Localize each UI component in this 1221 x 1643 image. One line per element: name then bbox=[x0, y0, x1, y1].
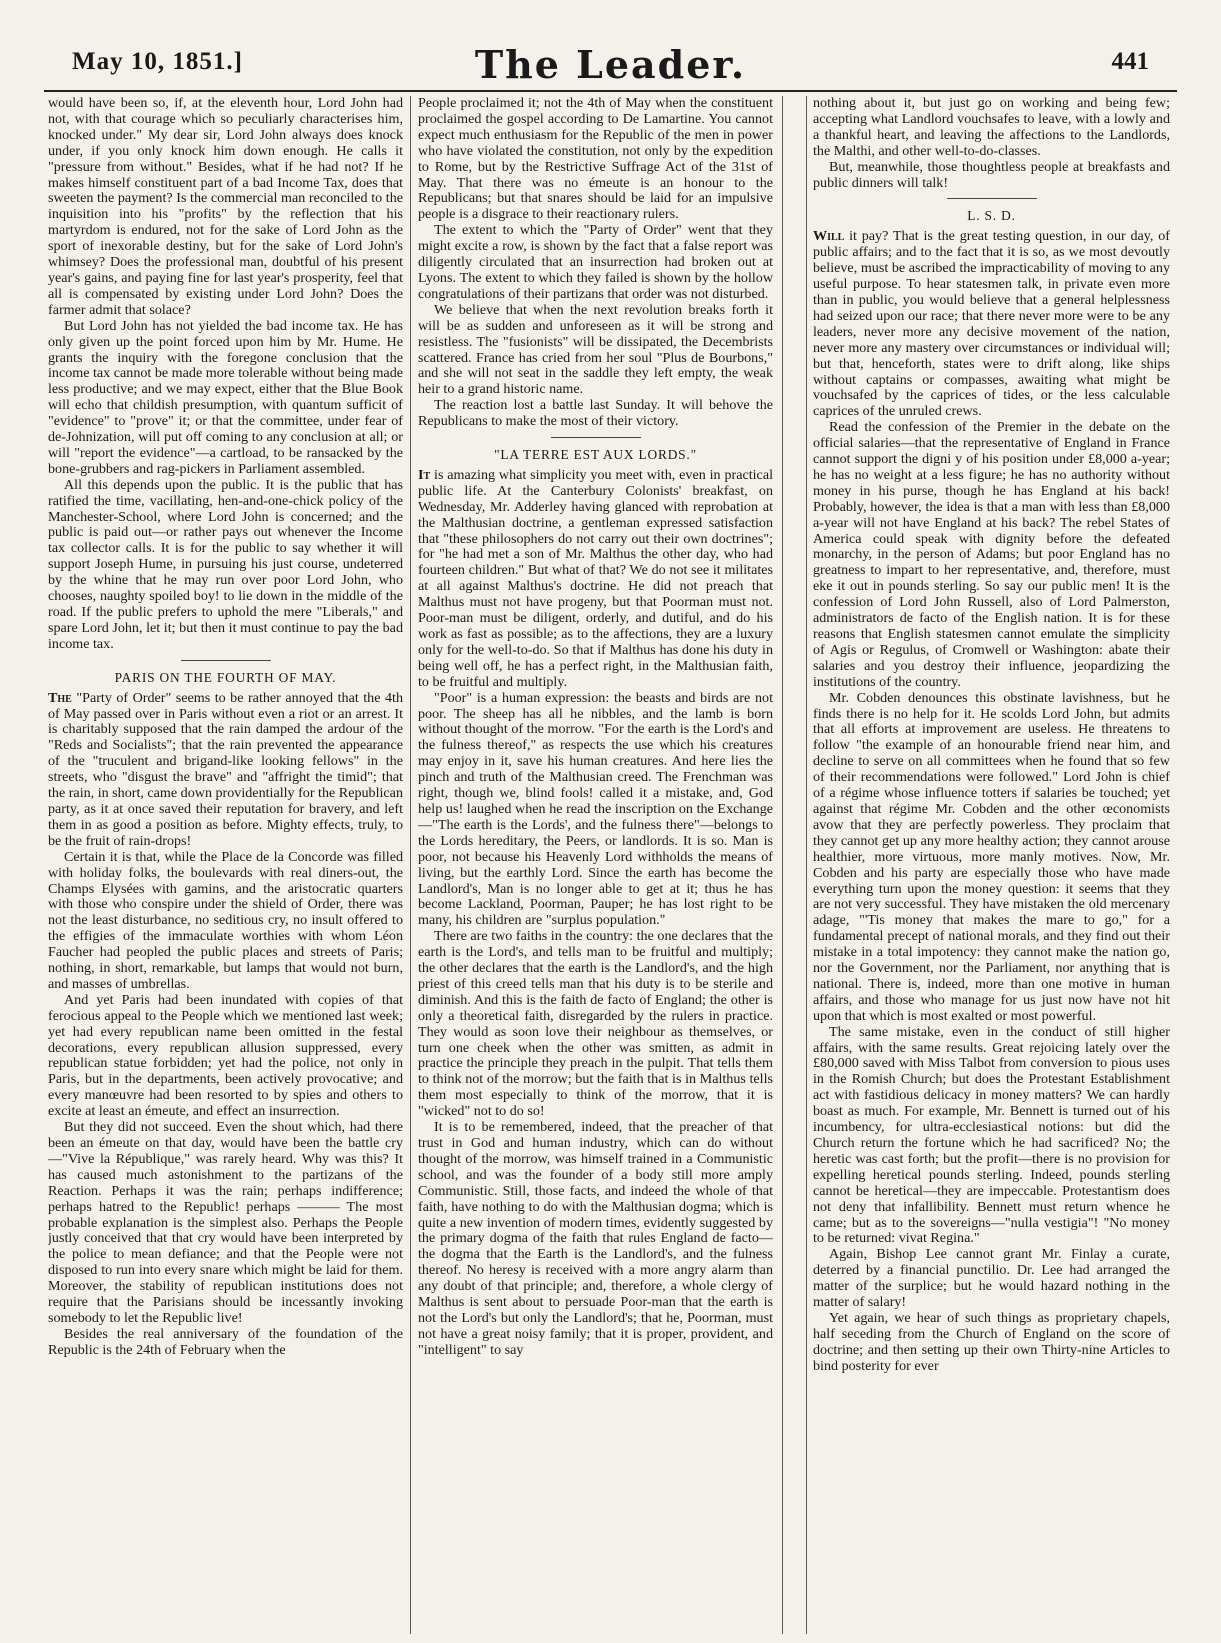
paragraph: It is to be remembered, indeed, that the preacher of that trust in God and human industry, which can do without thought of the morrow, was himself trained in a Communistic school, and was the founder of a body still more amply Communistic. Still, those facts, and indeed the whole of that faith, have nothing to do with the Malthusian dogma; which is quite a new invention of modern times, evidently suggested by the primary dogma of the faith that rules England de facto—the dogma that the Earth is the Landlord's, and the fulness thereof. No heresy is received with a more angry alarm than any doubt of that principle; and, therefore, a whole clergy of Malthus is sent about to persuade Poor-man that the earth is not the Lord's but only the Landlord's; that he, Poorman, must not have a great noisy family; that it is proper, provident, and "intelligent" to say bbox=[418, 1119, 773, 1358]
paragraph: But they did not succeed. Even the shout which, had there been an émeute on that day, would have been the battle cry—"Vive la République," was rarely heard. Why was this? It has caused much astonishment to the partizans of the Reaction. Perhaps it was the rain; perhaps indifference; perhaps hatred to the Republic! perhaps ——— The most probable explanation is the simplest also. Perhaps the People justly conceived that that cry would have been interpreted by the police to mean defiance; and that the People were not disposed to run into every snare which might be laid for them. Moreover, the stability of republican institutions does not require that the Parisians should be incessantly invoking somebody to let the Republic live! bbox=[48, 1119, 403, 1326]
paragraph: And yet Paris had been inundated with copies of that ferocious appeal to the People which we mentioned last week; yet had every republican name been omitted in the festal decorations, every republican allusion suppressed, every republican statue forbidden; yet had the police, not only in Paris, but in the departments, been actively provocative; and every manœuvre had been resorted to by spies and others to excite at least an émeute, and effect an insurrection. bbox=[48, 991, 403, 1120]
column-rule bbox=[782, 96, 783, 1634]
lead-paragraph bbox=[813, 229, 1170, 420]
article-separator bbox=[181, 660, 271, 661]
paragraph: The reaction lost a battle last Sunday. It will behove the Republicans to make the most of their victory. bbox=[418, 397, 773, 430]
column-2 bbox=[418, 96, 773, 1634]
paragraph: But, meanwhile, those thoughtless people at breakfasts and public dinners will talk! bbox=[813, 158, 1170, 191]
lead-paragraph bbox=[48, 691, 403, 850]
lead-word: The bbox=[48, 689, 72, 706]
paragraph: nothing about it, but just go on working and being few; accepting what Landlord vouchsafes to leave, with a lowly and a thankful heart, and leaving the affections to the Landlords, the Malthi, and other well-to-do-classes. bbox=[813, 96, 1170, 159]
paragraph: People proclaimed it; not the 4th of May when the constituent proclaimed the gospel according to De Lamartine. You cannot expect much enthusiasm for the Republic of the men in power who have violated the constitution, not only by the expedition to Rome, but by the Restrictive Suffrage Act of the 31st of May. That there was no émeute is an honour to the Republicans; but that snares should be laid for an impulsive people is a disgrace to their reactionary rulers. bbox=[418, 96, 773, 223]
column-rule bbox=[410, 96, 411, 1634]
masthead bbox=[44, 42, 1177, 92]
lead-word: Will bbox=[813, 228, 845, 245]
article-separator bbox=[947, 198, 1037, 199]
paragraph: The extent to which the "Party of Order" went that they might excite a row, is shown by the fact that a false report was diligently circulated that an insurrection had broken out at Lyons. The extent to which they failed is shown by the hollow congratulations of their partizans that order was not disturbed. bbox=[418, 222, 773, 302]
paragraph: All this depends upon the public. It is the public that has ratified the time, vacillating, hen-and-one-chick policy of the Manchester-School, where Lord John is concerned; and the public is paid out—or rather pays out whenever the Income tax collector calls. It is for the public to say whether it will support Joseph Hume, in pursuing his just course, undeterred by the whine that he may run over poor Lord John, who chooses, naughty spoiled boy! to lie down in the middle of the road. If the public prefers to uphold the mere "Liberals," and spare Lord John, let it; but then it must continue to pay the bad income tax. bbox=[48, 476, 403, 652]
lead-word: It bbox=[418, 466, 431, 483]
article-heading: "LA TERRE EST AUX LORDS." bbox=[494, 447, 697, 463]
paragraph: Read the confession of the Premier in the debate on the official salaries—that the representative of England in France cannot support the digni y of his position under £8,000 a-year; he has no weight at a less figure; he has no authority without money in his purse, though he has England at his back! Probably, however, the idea is that a man with less than £8,000 a-year will not have England at his back? The rebel States of America could speak with dignity before the defeated monarchy, in the person of Adams; but poor England has no greatness to impart to her representative, and, therefore, must eke it out in pounds sterling. So say our public men! It is the confession of Lord John Russell, also of Lord Palmerston, administrators de facto of the English nation. It is for these reasons that English statesmen cannot emulate the simplicity of Agis or Regulus, of Cromwell or Washington: abate their salaries and you destroy their influence, jeopardizing the institutions of the country. bbox=[813, 419, 1170, 690]
paragraph: Mr. Cobden denounces this obstinate lavishness, but he finds there is no help for it. He scolds Lord John, but admits that all efforts at improvement are useless. He threatens to follow "the example of an honourable friend near him, and decline to serve on all committees when he found that so few of their recommendations were followed." Lord John is chief of a régime whose influence totters if salaries be touched; yet against that régime Mr. Cobden and the other œconomists avow that they are perfectly powerless. They proclaim that they cannot get up any more healthy action; they cannot arouse healthier, more virtuous, more manly motives. Now, Mr. Cobden and his party are especially those who have made everything turn upon the money question: it seems that they are not very successful. They have mistaken the old mercenary adage, "'Tis money that makes the mare to go," for a fundamental precept of national morals, and they find out their mistake in a total impotency: they cannot make the nation go, nor the Government, nor the Parliament, nor anything that is national. There is, indeed, more than one motive in human affairs, and those who manage for us just now have not hit upon that which is most exalted or most powerful. bbox=[813, 689, 1170, 1024]
paragraph: "Poor" is a human expression: the beasts and birds are not poor. The sheep has all he nibbles, and the lamb is born without thought of the morrow. "For the earth is the Lord's and the fulness thereof," as respects the use which his creatures may enjoy in it, save his human creatures. And here lies the pinch and truth of the Malthusian creed. The Frenchman was right, though we, blind fools! called it a mistake, and, God help us! laughed when he read the inscription on the Exchange—"The earth is the Lords', and the fulness there"—belongs to the Lords hereditary, the Peers, or landlords. It is so. Man is poor, not because his Heavenly Lord withholds the means of living, but the earthly Lord. Since the earth has become the Landlord's, Man is no longer able to get at it; thus he has become Lackland, Poorman, Pauper; he has lost right to be many, his children are "surplus population." bbox=[418, 689, 773, 929]
page-number: 441 bbox=[1111, 48, 1149, 75]
paragraph: The same mistake, even in the conduct of still higher affairs, with the same results. Great rejoicing lately over the £80,000 saved with Miss Talbot from conversion to pious uses in the Romish Church; but does the Protestant Establishment act with fastidious delicacy in money matters? We can hardly boast as much. For example, Mr. Bennett is turned out of his incumbency, for ultra-ecclesiastical notions: but did the Church return the fortune which he had sacrificed? No; the heretic was cast forth; but the profit—there is no provision for expelling heretical pounds sterling. Indeed, pounds sterling cannot be heretical—they are impeccable. Protestantism does not deny that infallibility. Bennett must return whence he came; but as to the sovereigns—"nulla vestigia"! "No money to be returned: vivat Regina." bbox=[813, 1023, 1170, 1247]
paragraph-text: it pay? That is the great testing question, in our day, of public affairs; and to the fact that it is so, as we most devoutly believe, must be ascribed the impracticability of moving to any useful purpose. To hear statesmen talk, in private even more than in public, you would believe that a general helplessness had seized upon our race; that there never more were to be any leaders, never more any decisive movement of the nation, never more any mastery over circumstances or individual will; but that, henceforth, states were to drift along, like ships without captains or compasses, awaiting what might be vouchsafed by the caprices of tides, or the less calculable caprices of the unruled crews. bbox=[813, 228, 1170, 420]
article-heading: L. S. D. bbox=[967, 208, 1016, 224]
paragraph: Certain it is that, while the Place de la Concorde was filled with holiday folks, the boulevards with real diners-out, the Champs Elysées with gamins, and the aristocratic quarters with those who conspire under the shield of Order, there was not the least disturbance, no seditious cry, no insult offered to the effigies of the immaculate worthies with whom Léon Faucher had peopled the public places and streets of Paris; nothing, in short, remarkable, but lamps that would not burn, and masses of umbrellas. bbox=[48, 848, 403, 992]
article-heading: PARIS ON THE FOURTH OF MAY. bbox=[114, 669, 337, 685]
issue-date: May 10, 1851.] bbox=[72, 48, 243, 75]
paragraph: But Lord John has not yielded the bad income tax. He has only given up the point forced upon him by Mr. Hume. He grants the inquiry with the foregone conclusion that the income tax cannot be made more tolerable without being made less productive; and we may expect, either that the Blue Book will echo that childish presumption, with quantum sufficit of "evidence" to "prove" it; or that the committee, under fear of de-Johnization, will put off coming to any conclusion at all; or will "report the evidence"—a cartload, to be ransacked by the bone-grubbers and rag-pickers in Parliament assembled. bbox=[48, 317, 403, 477]
article-separator bbox=[551, 437, 641, 438]
paragraph: There are two faiths in the country: the one declares that the earth is the Lord's, and tells man to be fruitful and multiply; the other declares that the earth is the Landlord's, and the high priest of this creed tells man that his duty is to be sterile and diminish. And this is the faith de facto of England; the other is only a theoretical faith, disregarded by the rulers in practice. They would as soon love their neighbour as themselves, or turn one cheek when the other was smitten, as admit in practice the principle they preach in the pulpit. That tells them to think not of the morrow; but the faith that is in Malthus tells them most especially to think of the morrow, that it is "wicked" not to do so! bbox=[418, 928, 773, 1120]
paragraph-text: "Party of Order" seems to be rather annoyed that the 4th of May passed over in Paris without even a riot or an arrest. It is charitably supposed that the rain damped the ardour of the "Reds and Socialists"; that the rain prevented the appearance of the "truculent and brigand-like looking fellows" in the streets, who "disgust the brave" and "affright the timid"; that the rain, in short, came down providentially for the Republican party, as it at once saved their reputation for bravery, and left them in as good a position as before. Mighty effects, truly, to be the fruit of rain-drops! bbox=[48, 689, 403, 849]
column-rule bbox=[806, 96, 807, 1634]
paragraph: Besides the real anniversary of the foundation of the Republic is the 24th of February when the bbox=[48, 1325, 403, 1358]
paragraph: Yet again, we hear of such things as proprietary chapels, half seceding from the Church of England on the score of doctrine; and then setting up their own Thirty-nine Articles to bind posterity for ever bbox=[813, 1309, 1170, 1374]
column-3 bbox=[813, 96, 1170, 1634]
newspaper-title: The Leader. bbox=[474, 42, 747, 87]
column-1 bbox=[48, 96, 403, 1634]
lead-paragraph bbox=[418, 468, 773, 691]
paragraph: Again, Bishop Lee cannot grant Mr. Finlay a curate, deterred by a financial punctilio. Dr. Lee had arranged the matter of the surplice; but he would hazard nothing in the matter of salary! bbox=[813, 1246, 1170, 1311]
paragraph: would have been so, if, at the eleventh hour, Lord John had not, with that courage which so peculiarly characterises him, knocked under." My dear sir, Lord John always does knock under, if you only knock him down enough. He calls it "pressure from without." Besides, what if he had not? If he makes himself constituent part of a bad Income Tax, does that sweeten the payment? Is the commercial man reconciled to the inquisition into his "profits" by the reflection that his martyrdom is endured, not for the sake of Lord John as the sport of inexorable destiny, but for the sake of Lord John's whimsey? Does the professional man, doubtful of his present year's gains, and paying fine for last year's prosperity, feel that all is compensated by existing under Lord John? Does the farmer admit that solace? bbox=[48, 96, 403, 318]
paragraph-text: is amazing what simplicity you meet with, even in practical public life. At the Canterbury Colonists' breakfast, on Wednesday, Mr. Adderley having glanced with reprobation at the Malthusian doctrine, a gentleman expressed satisfaction that "these philosophers do not carry out their own doctrines"; for "he had met a son of Mr. Malthus the other day, who had fourteen children." But what of that? We do not see it militates at all against Malthus's doctrine. He did not preach that Malthus must not have progeny, but that Poorman must not. Poor-man must be diligent, orderly, and dutiful, and do his work as fast as possible; as to the affections, they are a luxury only for the well-to-do. So that if Malthus has done his duty in being well off, he has a perfect right, in the Malthusian faith, to be fruitful and multiply. bbox=[418, 466, 773, 690]
paragraph: We believe that when the next revolution breaks forth it will be as sudden and unforeseen as it will be strong and resistless. The "fusionists" will be dissipated, the Decembrists scattered. France has cried from her soul "Plus de Bourbons," and she will not seat in the saddle they left empty, the weak heir to a grand historic name. bbox=[418, 301, 773, 398]
